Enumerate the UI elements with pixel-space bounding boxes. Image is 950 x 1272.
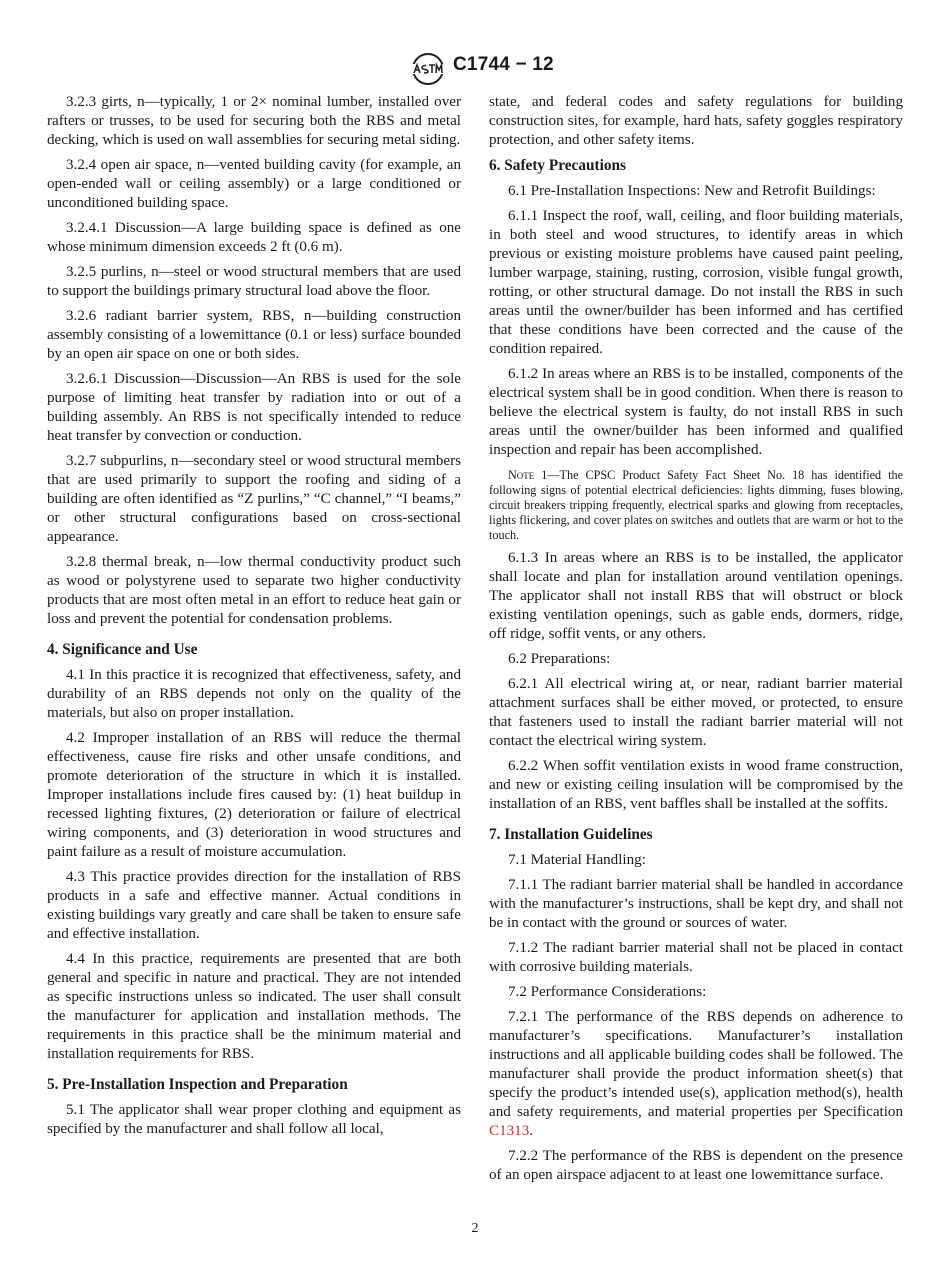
definition-3-2-7: 3.2.7 subpurlins, n—secondary steel or wood structural members that are used primarily to support the roofing and siding of a building are often identified as “Z purlins,” “C channel,” “I beams,” or other structural configurations based on cross-sectional appearance. xyxy=(47,453,461,545)
paragraph-7-2-1 xyxy=(489,1008,903,1141)
definition-3-2-4: 3.2.4 open air space, n—vented building cavity (for example, an open-ended wall or ceiling assembly) or a large conditioned or unconditioned building space. xyxy=(47,157,461,211)
paragraph-6-1: 6.1 Pre-Installation Inspections: New and Retrofit Buildings: xyxy=(508,183,876,199)
paragraph-7-2-1-text: 7.2.1 The performance of the RBS depends on adherence to manufacturer’s specifications. Manufacturer’s installation instructions and all applicable building codes shall be followed. The manufacturer shall provide the product information sheet(s) that specify the product’s intended use(s), application method(s), health and safety requirements, and material properties per Specification xyxy=(489,1009,903,1120)
paragraph-6-1-1: 6.1.1 Inspect the roof, wall, ceiling, and floor building materials, in both steel and wood structures, to identify areas in which previous or existing moisture problems have caused paint peeling, lumber warpage, staining, rusting, corrosion, visible fungal growth, rotting, or other structural damage. Do not install the RBS in such areas until the owner/builder has been informed and has certified that these conditions have been corrected and the cause of the condition repaired. xyxy=(489,208,903,357)
discussion-3-2-4-1: 3.2.4.1 Discussion—A large building space is defined as one whose minimum dimension exceeds 2 ft (0.6 m). xyxy=(47,220,461,255)
definition-3-2-8: 3.2.8 thermal break, n—low thermal conductivity product such as wood or polystyrene used to separate two higher conductivity products that are most often metal in an effort to reduce heat gain or loss and prevent the potential for condensation problems. xyxy=(47,554,461,627)
note-1 xyxy=(489,468,903,543)
section-4-heading: 4. Significance and Use xyxy=(47,641,198,658)
paragraph-4-1: 4.1 In this practice it is recognized that effectiveness, safety, and durability of an RBS depends not only on the quality of the materials, but also on proper installation. xyxy=(47,667,461,721)
definition-3-2-5: 3.2.5 purlins, n—steel or wood structural members that are used to support the buildings primary structural load above the floor. xyxy=(47,264,461,299)
astm-logo-icon xyxy=(408,52,448,86)
paragraph-6-1-3: 6.1.3 In areas where an RBS is to be installed, the applicator shall locate and plan for installation around ventilation openings. The applicator shall not install RBS that will obstruct or block existing ventilation openings, such as gable ends, dormers, ridge, off ridge, soffit vents, or any others. xyxy=(489,550,903,642)
paragraph-6-1-2: 6.1.2 In areas where an RBS is to be installed, components of the electrical system shall be in good condition. When there is reason to believe the electrical system is faulty, do not install RBS in such areas until the owner/builder has been informed and qualified inspection and repair has been accomplished. xyxy=(489,366,903,458)
page-number: 2 xyxy=(471,1221,479,1236)
paragraph-6-2-1: 6.2.1 All electrical wiring at, or near, radiant barrier material attachment surfaces shall be either moved, or protected, to ensure that fasteners used to install the radiant barrier material will not contact the electrical wiring system. xyxy=(489,676,903,749)
paragraph-6-2: 6.2 Preparations: xyxy=(508,651,611,667)
paragraph-7-2: 7.2 Performance Considerations: xyxy=(508,984,707,1000)
note-label: Note 1 xyxy=(508,468,548,482)
paragraph-6-2-2: 6.2.2 When soffit ventilation exists in wood frame construction, and new or existing ceiling insulation will be compromised by the installation of an RBS, vent baffles shall be installed at the soffits. xyxy=(489,758,903,812)
paragraph-4-3: 4.3 This practice provides direction for the installation of RBS products in a safe and effective manner. Actual conditions in existing buildings vary greatly and care shall be taken to ensure safe and effective installation. xyxy=(47,869,461,942)
paragraph-4-4: 4.4 In this practice, requirements are presented that are both general and specific in nature and practical. They are not intended as specific instructions unless so indicated. The user shall consult the manufacturer for application and installation methods. The requirements in this practice shall be the minimum material and installation requirements for RBS. xyxy=(47,951,461,1062)
right-column xyxy=(489,93,903,1191)
definition-3-2-6: 3.2.6 radiant barrier system, RBS, n—building construction assembly consisting of a lowemittance (0.1 or less) surface bounded by an open air space on one or both sides. xyxy=(47,308,461,362)
discussion-3-2-6-1: 3.2.6.1 Discussion—Discussion—An RBS is used for the sole purpose of limiting heat transfer by radiation into or out of a building assembly. An RBS is not specifically intended to reduce heat transfer by convection or conduction. xyxy=(47,371,461,444)
paragraph-7-1: 7.1 Material Handling: xyxy=(508,852,646,868)
note-text: —The CPSC Product Safety Fact Sheet No. 18 has identified the following signs of potential electrical deficiencies: lights dimming, fuses blowing, circuit breakers tripping frequently, electrical sparks and glowing from receptacles, lights flickering, and cover plates on switches and outlets that are warm or hot to the touch. xyxy=(489,468,904,542)
paragraph-7-2-2: 7.2.2 The performance of the RBS is dependent on the presence of an open airspace adjacent to at least one lowemittance surface. xyxy=(489,1148,903,1183)
section-5-heading: 5. Pre-Installation Inspection and Preparation xyxy=(47,1076,348,1093)
left-column xyxy=(47,93,461,1145)
standard-designation: C1744 − 12 xyxy=(453,54,554,75)
section-6-heading: 6. Safety Precautions xyxy=(489,157,626,174)
page-header xyxy=(0,50,950,90)
paragraph-4-2: 4.2 Improper installation of an RBS will reduce the thermal effectiveness, cause fire risks and other unsafe conditions, and promote deterioration of the structure in which it is installed. Improper installations include fires caused by: (1) heat buildup in recessed lighting fixtures, (2) deterioration or failure of electrical wiring components, and (3) deterioration in wood structures and paint failure as a result of moisture accumulation. xyxy=(47,730,461,860)
definition-3-2-3: 3.2.3 girts, n—typically, 1 or 2× nominal lumber, installed over rafters or trusses, to be used for securing both the RBS and metal decking, which is used on wall assemblies for securing metal siding. xyxy=(47,94,461,148)
paragraph-7-1-1: 7.1.1 The radiant barrier material shall be handled in accordance with the manufacturer’s instructions, shall be kept dry, and shall not be in contact with the ground or sources of water. xyxy=(489,877,903,931)
section-7-heading: 7. Installation Guidelines xyxy=(489,826,653,843)
c1313-link[interactable]: C1313 xyxy=(489,1123,530,1139)
paragraph-7-2-1-end: . xyxy=(529,1123,534,1139)
paragraph-5-1: 5.1 The applicator shall wear proper clothing and equipment as specified by the manufacturer and shall follow all local, xyxy=(47,1102,461,1137)
paragraph-7-1-2: 7.1.2 The radiant barrier material shall not be placed in contact with corrosive building materials. xyxy=(489,940,903,975)
paragraph-5-1-continued: state, and federal codes and safety regulations for building construction sites, for example, hard hats, safety goggles respiratory protection, and other safety items. xyxy=(489,94,903,148)
